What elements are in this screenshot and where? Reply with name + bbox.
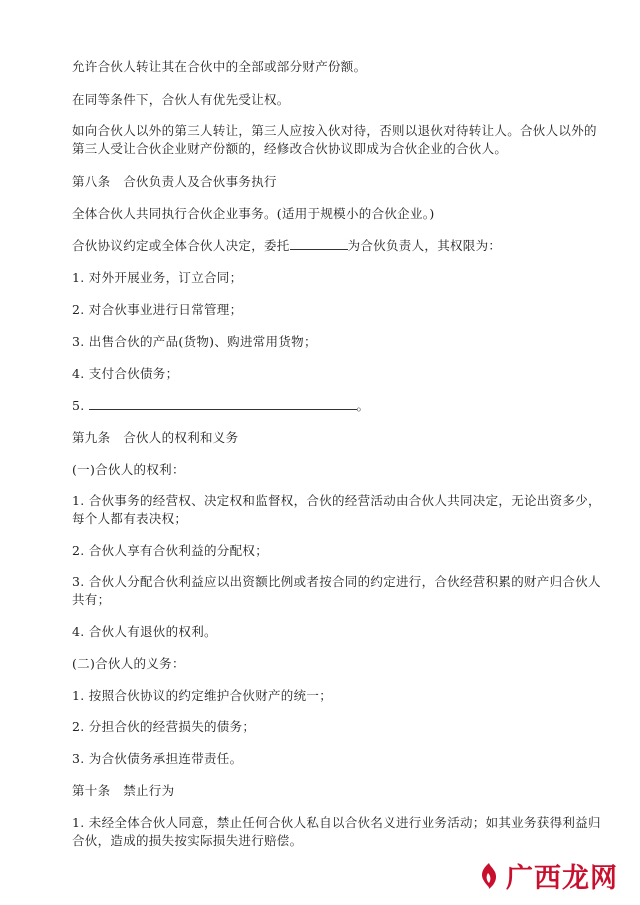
right-1-line-1: 1. 合伙事务的经营权、决定权和监督权，合伙的经营活动由合伙人共同决定，无论出资多少， — [72, 493, 601, 508]
site-watermark — [476, 856, 618, 895]
article-9-title: 第九条 合伙人的权利和义务 — [72, 430, 239, 445]
duty-1: 1. 按照合伙协议的约定维护合伙财产的统一； — [72, 688, 333, 703]
delegation-text-after: 为合伙负责人，其权限为： — [347, 238, 502, 253]
list-item-3: 3. 出售合伙的产品(货物)、购进常用货物； — [72, 334, 317, 349]
watermark-text: 广西龙网 — [506, 863, 618, 894]
paragraph-joint-execution: 全体合伙人共同执行合伙企业事务。(适用于规模小的合伙企业。) — [72, 206, 435, 221]
list-item-5-number: 5. — [72, 398, 85, 413]
list-item-2: 2. 对合伙事业进行日常管理； — [72, 302, 243, 317]
right-3-line-1: 3. 合伙人分配合伙利益应以出资额比例或者按合同的约定进行，合伙经营积累的财产归合伙人 — [72, 574, 601, 589]
paragraph-delegation — [72, 235, 612, 257]
rights-heading: (一)合伙人的权利： — [72, 462, 185, 477]
watermark-logo-icon — [476, 861, 502, 891]
right-3-line-2: 共有； — [72, 592, 111, 607]
list-item-4: 4. 支付合伙债务； — [72, 366, 179, 381]
duty-3: 3. 为合伙债务承担连带责任。 — [72, 751, 243, 766]
paragraph-third-party-line-1: 如向合伙人以外的第三人转让，第三人应按入伙对待，否则以退伙对待转让人。合伙人以外的 — [72, 123, 597, 138]
duty-2: 2. 分担合伙的经营损失的债务； — [72, 719, 256, 734]
right-4: 4. 合伙人有退伙的权利。 — [72, 624, 217, 639]
right-2: 2. 合伙人享有合伙利益的分配权； — [72, 543, 269, 558]
list-item-5 — [72, 395, 612, 417]
delegation-text-before: 合伙协议约定或全体合伙人决定，委托 — [72, 238, 290, 253]
blank-responsible-person — [290, 235, 348, 250]
paragraph-third-party-line-2: 第三人受让合伙企业财产份额的，经修改合伙协议即成为合伙企业的合伙人。 — [72, 141, 508, 156]
article-10-title: 第十条 禁止行为 — [72, 783, 175, 798]
article-8-title: 第八条 合伙负责人及合伙事务执行 — [72, 174, 277, 189]
prohibition-1-line-2: 合伙，造成的损失按实际损失进行赔偿。 — [72, 833, 303, 848]
prohibition-1-line-1: 1. 未经全体合伙人同意，禁止任何合伙人私自以合伙名义进行业务活动；如其业务获得利益归 — [72, 815, 601, 830]
list-item-1: 1. 对外开展业务，订立合同； — [72, 270, 243, 285]
right-1-line-2: 每个人都有表决权； — [72, 511, 188, 526]
paragraph-transfer-allowed: 允许合伙人转让其在合伙中的全部或部分财产份额。 — [72, 59, 367, 74]
paragraph-priority-right: 在同等条件下，合伙人有优先受让权。 — [72, 92, 290, 107]
blank-item-5 — [89, 395, 357, 410]
list-item-5-end: 。 — [356, 398, 370, 413]
duties-heading: (二)合伙人的义务： — [72, 656, 185, 671]
